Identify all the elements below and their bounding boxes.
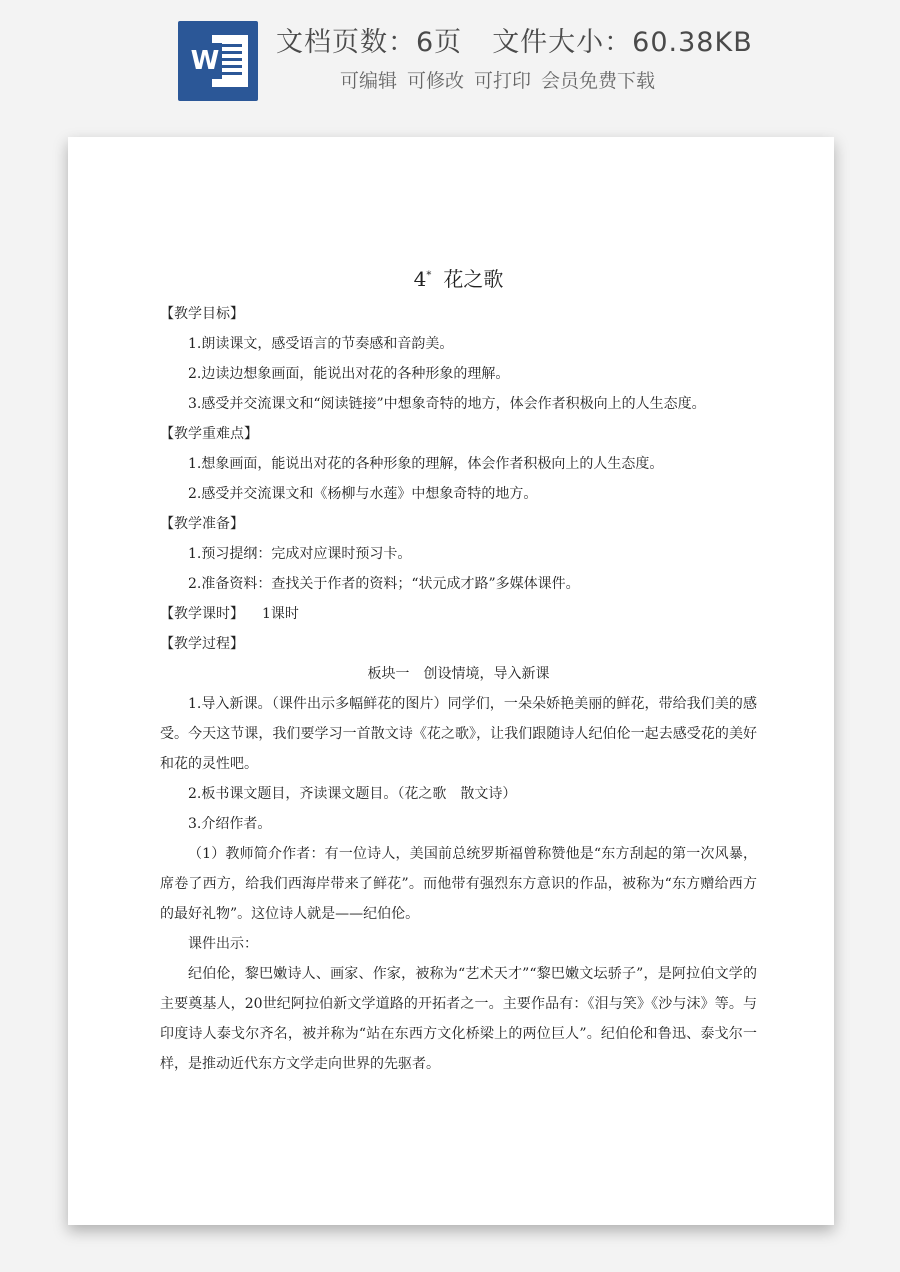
prep-item: 1.预习提纲：完成对应课时预习卡。 xyxy=(188,546,412,562)
process-paragraph: （1）教师简介作者：有一位诗人，美国前总统罗斯福曾称赞他是“东方刮起的第一次风暴，席卷了西方，给我们西海岸带来了鲜花”。而他带有强烈东方意识的作品，被称为“东方赠给西方的最好礼物”。这位诗人就是——纪伯伦。 xyxy=(160,846,757,922)
page-count: 文档页数：6页 xyxy=(276,27,463,58)
lesson-number: 4 xyxy=(413,267,427,291)
feature-printable: 可打印 xyxy=(474,70,532,92)
word-icon xyxy=(178,21,258,101)
process-paragraph: 3.介绍作者。 xyxy=(188,816,272,832)
feature-member-download: 会员免费下载 xyxy=(541,70,656,92)
file-size: 文件大小：60.38KB xyxy=(492,27,753,58)
lesson-mark: * xyxy=(426,270,432,281)
prep-item: 2.准备资料：查找关于作者的资料；“状元成才路”多媒体课件。 xyxy=(188,576,580,592)
goal-item: 2.边读边想象画面，能说出对花的各种形象的理解。 xyxy=(188,366,510,382)
lesson-title-text: 花之歌 xyxy=(443,267,504,291)
doc-features xyxy=(340,66,655,93)
key-point-item: 1.想象画面，能说出对花的各种形象的理解，体会作者积极向上的人生态度。 xyxy=(188,456,664,472)
goals-heading: 【教学目标】 xyxy=(160,306,244,322)
feature-modifiable: 可修改 xyxy=(407,70,465,92)
document-content xyxy=(160,262,757,1079)
hours-row xyxy=(160,599,757,629)
process-paragraph: 课件出示： xyxy=(188,936,258,952)
process-paragraph: 2.板书课文题目，齐读课文题目。（花之歌 散文诗） xyxy=(188,786,517,802)
hours-heading: 【教学课时】 xyxy=(160,606,244,622)
download-header xyxy=(0,0,900,120)
feature-editable: 可编辑 xyxy=(340,70,398,92)
process-paragraph: 1.导入新课。（课件出示多幅鲜花的图片）同学们，一朵朵娇艳美丽的鲜花，带给我们美的感受。今天这节课，我们要学习一首散文诗《花之歌》，让我们跟随诗人纪伯伦一起去感受花的美好和花的灵性吧。 xyxy=(160,696,757,772)
prep-heading: 【教学准备】 xyxy=(160,516,244,532)
key-points-heading: 【教学重难点】 xyxy=(160,426,258,442)
hours-value: 1课时 xyxy=(262,606,299,622)
key-point-item: 2.感受并交流课文和《杨柳与水莲》中想象奇特的地方。 xyxy=(188,486,538,502)
goal-item: 3.感受并交流课文和“阅读链接”中想象奇特的地方，体会作者积极向上的人生态度。 xyxy=(188,396,706,412)
process-heading: 【教学过程】 xyxy=(160,636,244,652)
process-paragraph: 纪伯伦，黎巴嫩诗人、画家、作家，被称为“艺术天才”“黎巴嫩文坛骄子”，是阿拉伯文学的主要奠基人，20世纪阿拉伯新文学道路的开拓者之一。主要作品有：《泪与笑》《沙与沫》等。与印度诗人泰戈尔齐名，被并称为“站在东西方文化桥梁上的两位巨人”。纪伯伦和鲁迅、泰戈尔一样，是推动近代东方文学走向世界的先驱者。 xyxy=(160,966,757,1072)
document-page xyxy=(68,137,834,1225)
goal-item: 1.朗读课文，感受语言的节奏感和音韵美。 xyxy=(188,336,454,352)
lesson-title xyxy=(160,262,757,293)
word-icon-letter: W xyxy=(188,43,222,79)
doc-meta-title xyxy=(276,20,753,59)
section-heading: 板块一 创设情境，导入新课 xyxy=(367,666,550,682)
